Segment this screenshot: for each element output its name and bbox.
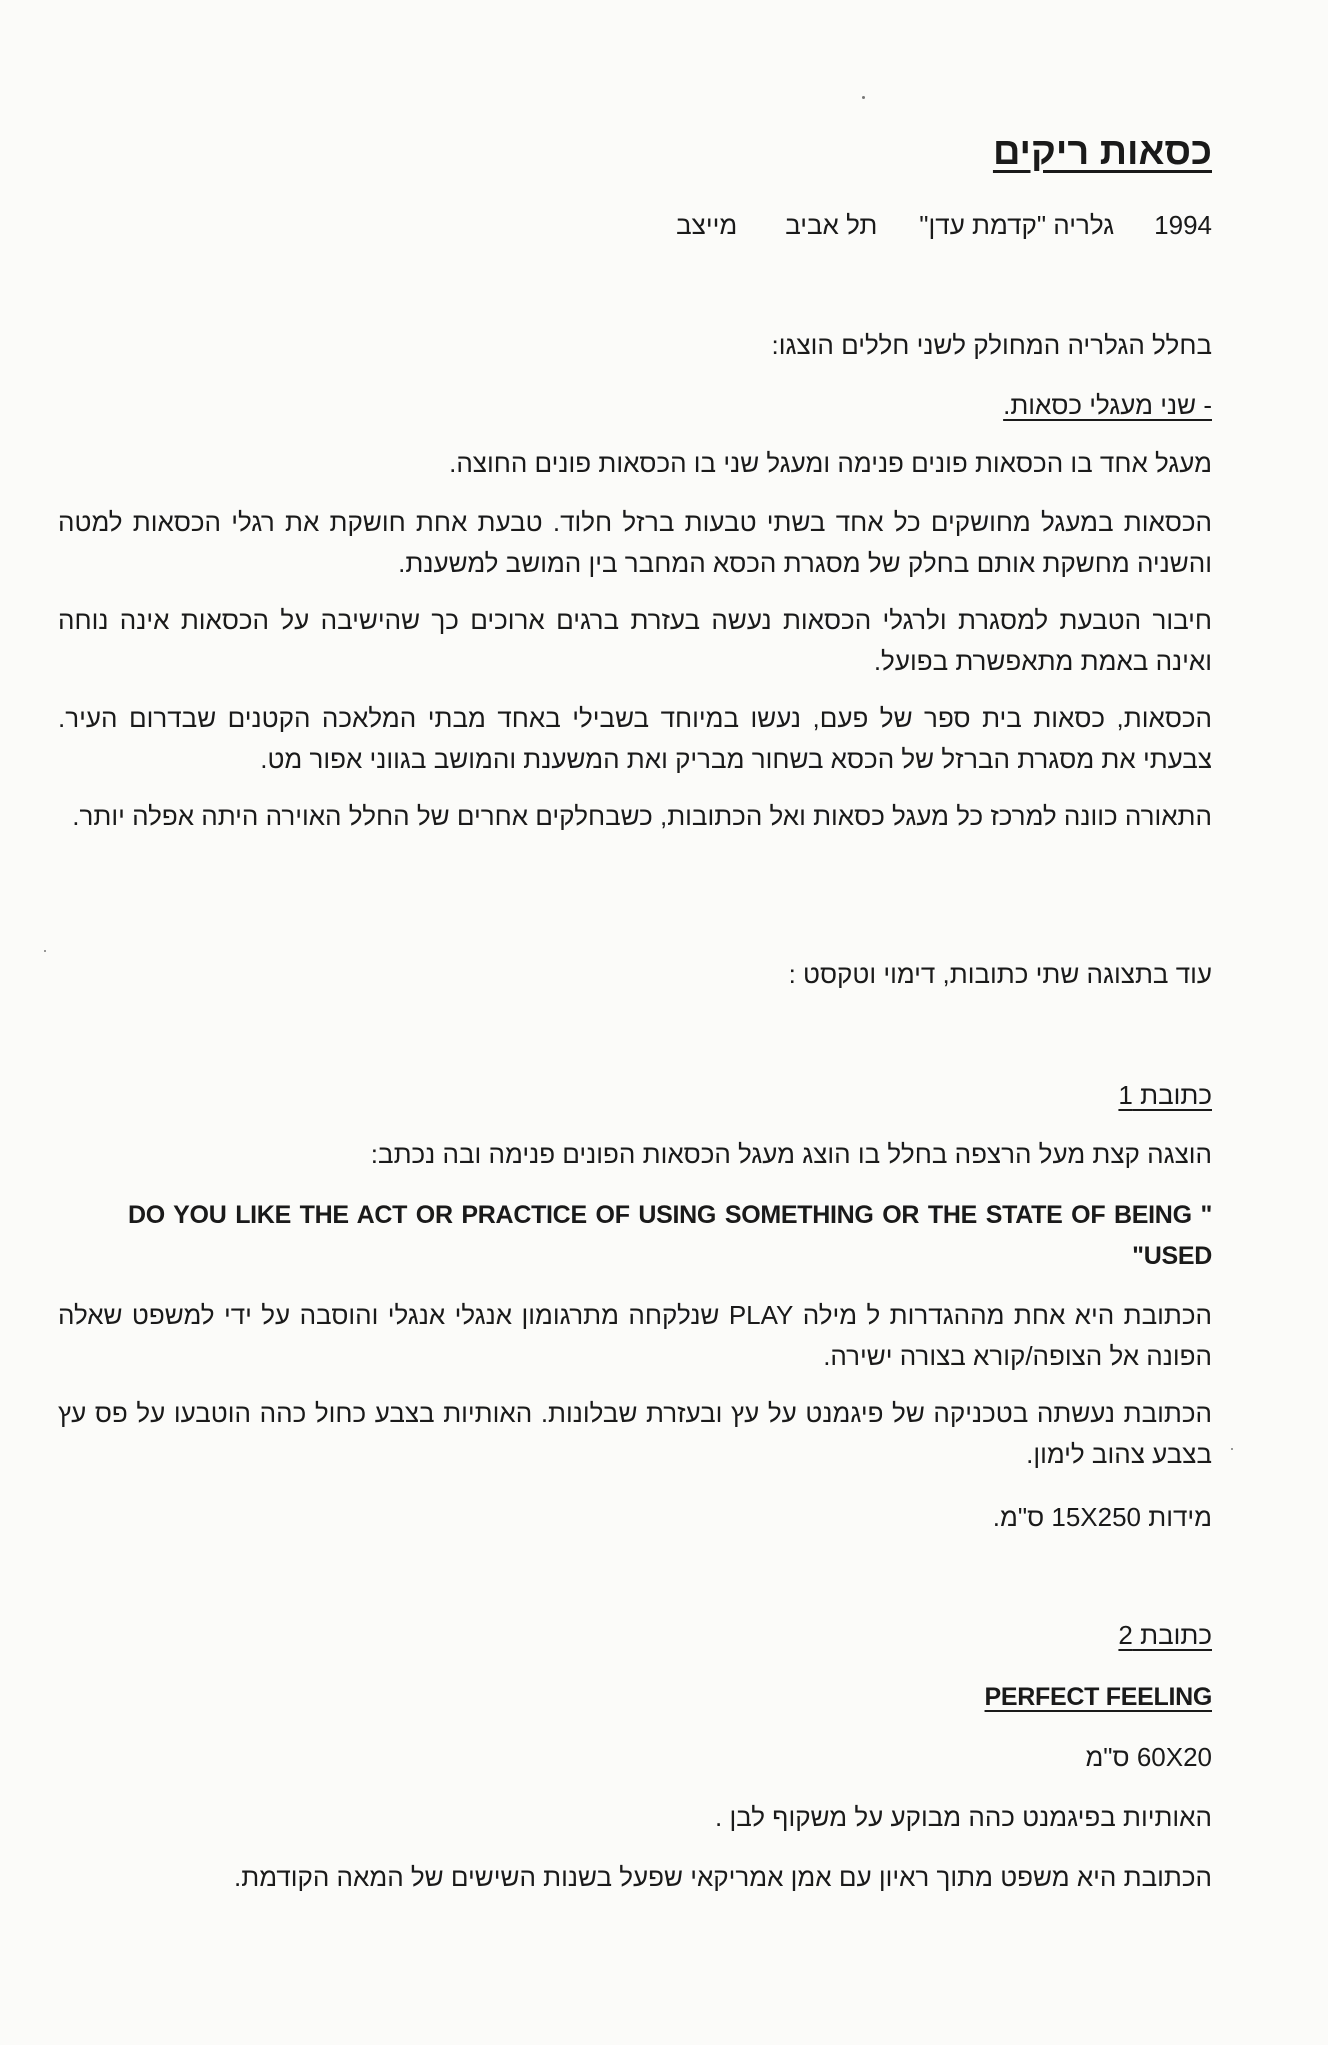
inscription2-size: 60X20 ס"מ	[1085, 1742, 1212, 1772]
scan-speck	[1231, 1448, 1233, 1450]
scan-speck	[44, 950, 46, 952]
paragraph: חיבור הטבעת למסגרת ולרגלי הכסאות נעשה בעזרת ברגים ארוכים כך שהישיבה על הכסאות אינה נוחה ואינה באמת מתאפשרת בפועל.	[58, 605, 1212, 676]
paragraph: מעגל אחד בו הכסאות פונים פנימה ומעגל שני בו הכסאות פונים החוצה.	[449, 448, 1212, 478]
exhibition-city: תל אביב	[785, 210, 878, 240]
exhibition-info	[676, 205, 1212, 246]
inscription1-heading: כתובת 1	[1118, 1080, 1212, 1110]
paragraph: התאורה כוונה למרכז כל מעגל כסאות ואל הכתובות, כשבחלקים אחרים של החלל האוירה היתה אפלה יותר.	[72, 801, 1212, 831]
section-bullet: - שני מעגלי כסאות.	[1003, 390, 1212, 420]
exhibition-year: 1994	[1154, 210, 1212, 240]
page-title: כסאות ריקים	[992, 131, 1212, 173]
inscription1-placement: הוצגה קצת מעל הרצפה בחלל בו הוצג מעגל הכסאות הפונים פנימה ובה נכתב:	[370, 1139, 1212, 1169]
inscription2-material: האותיות בפיגמנט כהה מבוקע על משקוף לבן .	[715, 1802, 1212, 1832]
scan-speck	[862, 96, 865, 99]
also-line: עוד בתצוגה שתי כתובות, דימוי וטקסט :	[788, 959, 1212, 989]
paragraph: הכסאות, כסאות בית ספר של פעם, נעשו במיוחד בשבילי באחד מבתי המלאכה הקטנים שבדרום העיר. צבעתי את מסגרת הברזל של הכסא בשחור מבריק ואת המשענת והמושב בגווני אפור מט.	[58, 703, 1212, 774]
exhibition-gallery: גלריה "קדמת עדן"	[919, 210, 1115, 240]
paragraph: הכסאות במעגל מחושקים כל אחד בשתי טבעות ברזל חלוד. טבעת אחת חושקת את רגלי הכסאות למטה והשניה מחשקת אותם בחלק של מסגרת הכסא המחבר בין המושב למשענת.	[58, 507, 1212, 578]
intro-line: בחלל הגלריה המחולק לשני חללים הוצגו:	[771, 330, 1212, 360]
exhibition-type: מייצב	[676, 210, 738, 240]
inscription1-quote: DO YOU LIKE THE ACT OR PRACTICE OF USING SOMETHING OR THE STATE OF BEING " USED"	[128, 1201, 1212, 1270]
inscription2-text: PERFECT FEELING	[984, 1683, 1212, 1711]
inscription1-technique: הכתובת נעשתה בטכניקה של פיגמנט על עץ ובעזרת שבלונות. האותיות בצבע כחול כהה הוטבעו על פס עץ בצבע צהוב לימון.	[58, 1398, 1212, 1469]
inscription1-size: מידות 15X250 ס"מ.	[992, 1502, 1212, 1532]
inscription1-definition: הכתובת היא אחת מההגדרות ל מילה PLAY שנלקחה מתרגומון אנגלי אנגלי והוסבה על ידי למשפט שאלה הפונה אל הצופה/קורא בצורה ישירה.	[58, 1300, 1212, 1371]
inscription2-heading: כתובת 2	[1118, 1620, 1212, 1650]
inscription2-source: הכתובת היא משפט מתוך ראיון עם אמן אמריקאי שפעל בשנות השישים של המאה הקודמת.	[234, 1862, 1212, 1892]
